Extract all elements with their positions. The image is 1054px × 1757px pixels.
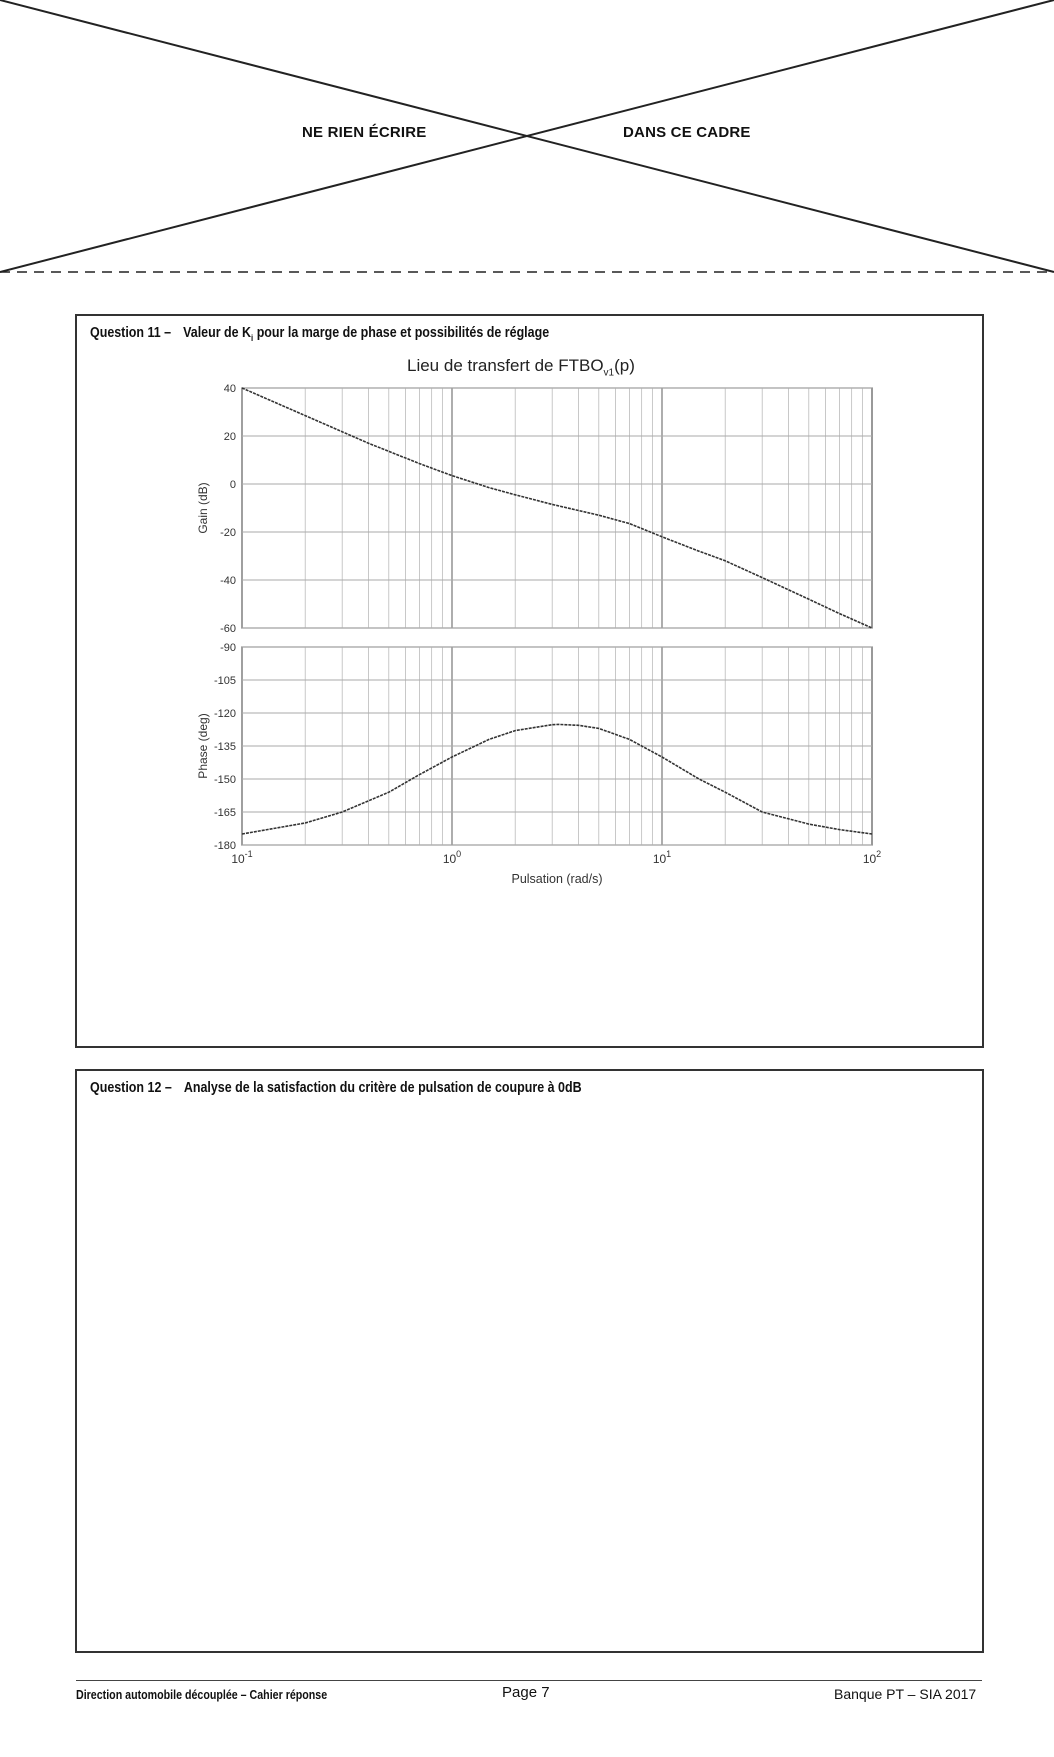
bode-plot [77,316,981,886]
phase-tick-label: -165 [213,807,236,819]
chart-title-main: Lieu de transfert de FTBO [407,356,604,375]
x-tick-label: $10^0$ [442,849,462,866]
no-write-right-text: DANS CE CADRE [623,124,751,141]
question-12-number: Question 12 – [90,1080,172,1096]
question-12-box[interactable] [75,1069,984,1653]
gain-tick-label: -60 [220,623,236,635]
x-tick-exponent: -1 [244,849,253,859]
gain-panel-frame [242,388,872,628]
footer-left: Direction automobile découplée – Cahier réponse [76,1687,328,1702]
phase-tick-label: -90 [220,642,236,654]
gain-axis-label: Gain (dB) [196,482,210,534]
question-11-box[interactable] [75,314,984,1048]
x-axis-label: Pulsation (rad/s) [511,872,603,886]
page-number: Page 7 [502,1684,550,1701]
phase-tick-label: -180 [213,840,236,852]
x-tick-exponent: 0 [456,849,462,859]
gain-tick-label: 20 [223,431,236,443]
question-11-sub: i [251,332,254,343]
x-tick-exponent: 2 [876,849,882,859]
chart-title-sub: v1 [603,367,615,379]
gain-tick-label: -40 [220,575,236,587]
phase-tick-label: -105 [213,675,236,687]
no-write-frame [0,0,1054,280]
footer-right: Banque PT – SIA 2017 [834,1686,977,1702]
x-tick-label: $10^1$ [652,849,672,866]
phase-tick-label: -120 [213,708,236,720]
gain-tick-label: 40 [223,383,236,395]
question-11-text-b: pour la marge de phase et possibilités de réglage [253,325,550,341]
phase-axis-label: Phase (deg) [196,713,210,779]
chart-title-suffix: (p) [614,356,635,375]
footer-rule [76,1680,982,1681]
gain-tick-label: -20 [220,527,236,539]
no-write-left-text: NE RIEN ÉCRIRE [302,124,427,141]
phase-tick-label: -135 [213,741,236,753]
x-tick-label: $10^2$ [862,849,882,866]
question-11-text-a: Valeur de K [183,325,252,341]
phase-tick-label: -150 [213,774,236,786]
question-12-text: Analyse de la satisfaction du critère de pulsation de coupure à 0dB [183,1080,582,1096]
x-tick-label: $10^{-1}$ [231,849,253,866]
question-11-number: Question 11 – [90,325,172,341]
x-tick-exponent: 1 [666,849,672,859]
gain-tick-label: 0 [229,479,236,491]
question-12-title [90,1080,582,1096]
